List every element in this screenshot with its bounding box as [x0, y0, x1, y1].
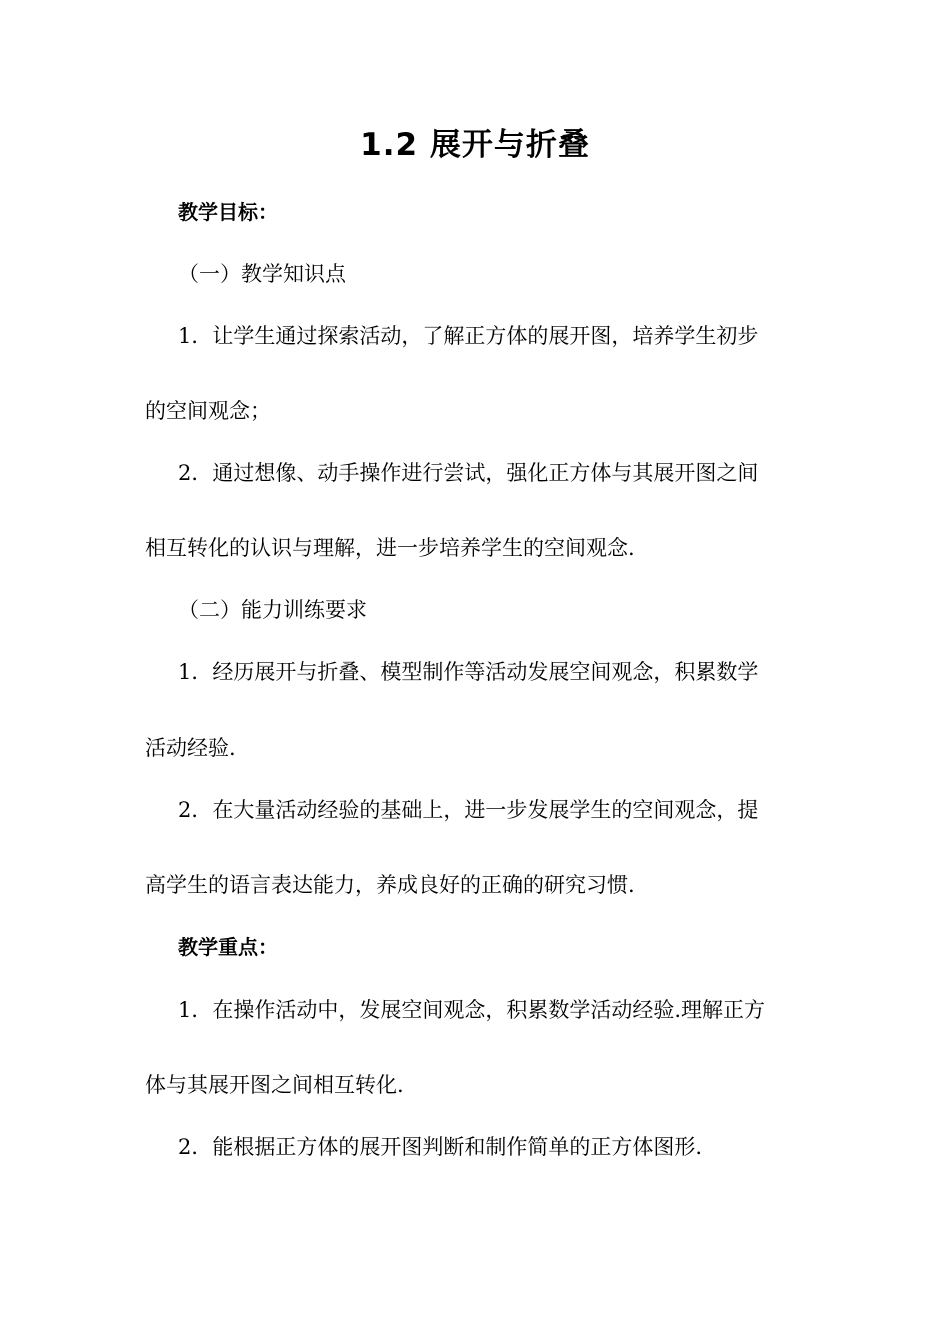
- kp-item1-line1: 1．在操作活动中，发展空间观念，积累数学活动经验.理解正方: [178, 998, 766, 1022]
- s2-item1-line1: 1．经历展开与折叠、模型制作等活动发展空间观念，积累数学: [178, 660, 759, 684]
- section2-heading: （二）能力训练要求: [178, 598, 367, 622]
- objectives-heading: 教学目标：: [178, 200, 278, 224]
- s2-item2-line2: 高学生的语言表达能力，养成良好的正确的研究习惯.: [145, 873, 635, 897]
- keypoints-heading: 教学重点：: [178, 935, 278, 959]
- kp-item2-line1: 2．能根据正方体的展开图判断和制作简单的正方体图形.: [178, 1135, 703, 1159]
- kp-item1-line2: 体与其展开图之间相互转化.: [145, 1073, 404, 1097]
- s2-item1-line2: 活动经验.: [145, 736, 236, 760]
- s1-item1-line1: 1．让学生通过探索活动，了解正方体的展开图，培养学生初步: [178, 324, 759, 348]
- s2-item2-line1: 2．在大量活动经验的基础上，进一步发展学生的空间观念，提: [178, 798, 759, 822]
- section1-heading: （一）教学知识点: [178, 262, 346, 286]
- s1-item1-line2: 的空间观念；: [145, 399, 271, 423]
- s1-item2-line1: 2．通过想像、动手操作进行尝试，强化正方体与其展开图之间: [178, 461, 759, 485]
- s1-item2-line2: 相互转化的认识与理解，进一步培养学生的空间观念.: [145, 536, 635, 560]
- document-title: 1.2 展开与折叠: [360, 127, 590, 163]
